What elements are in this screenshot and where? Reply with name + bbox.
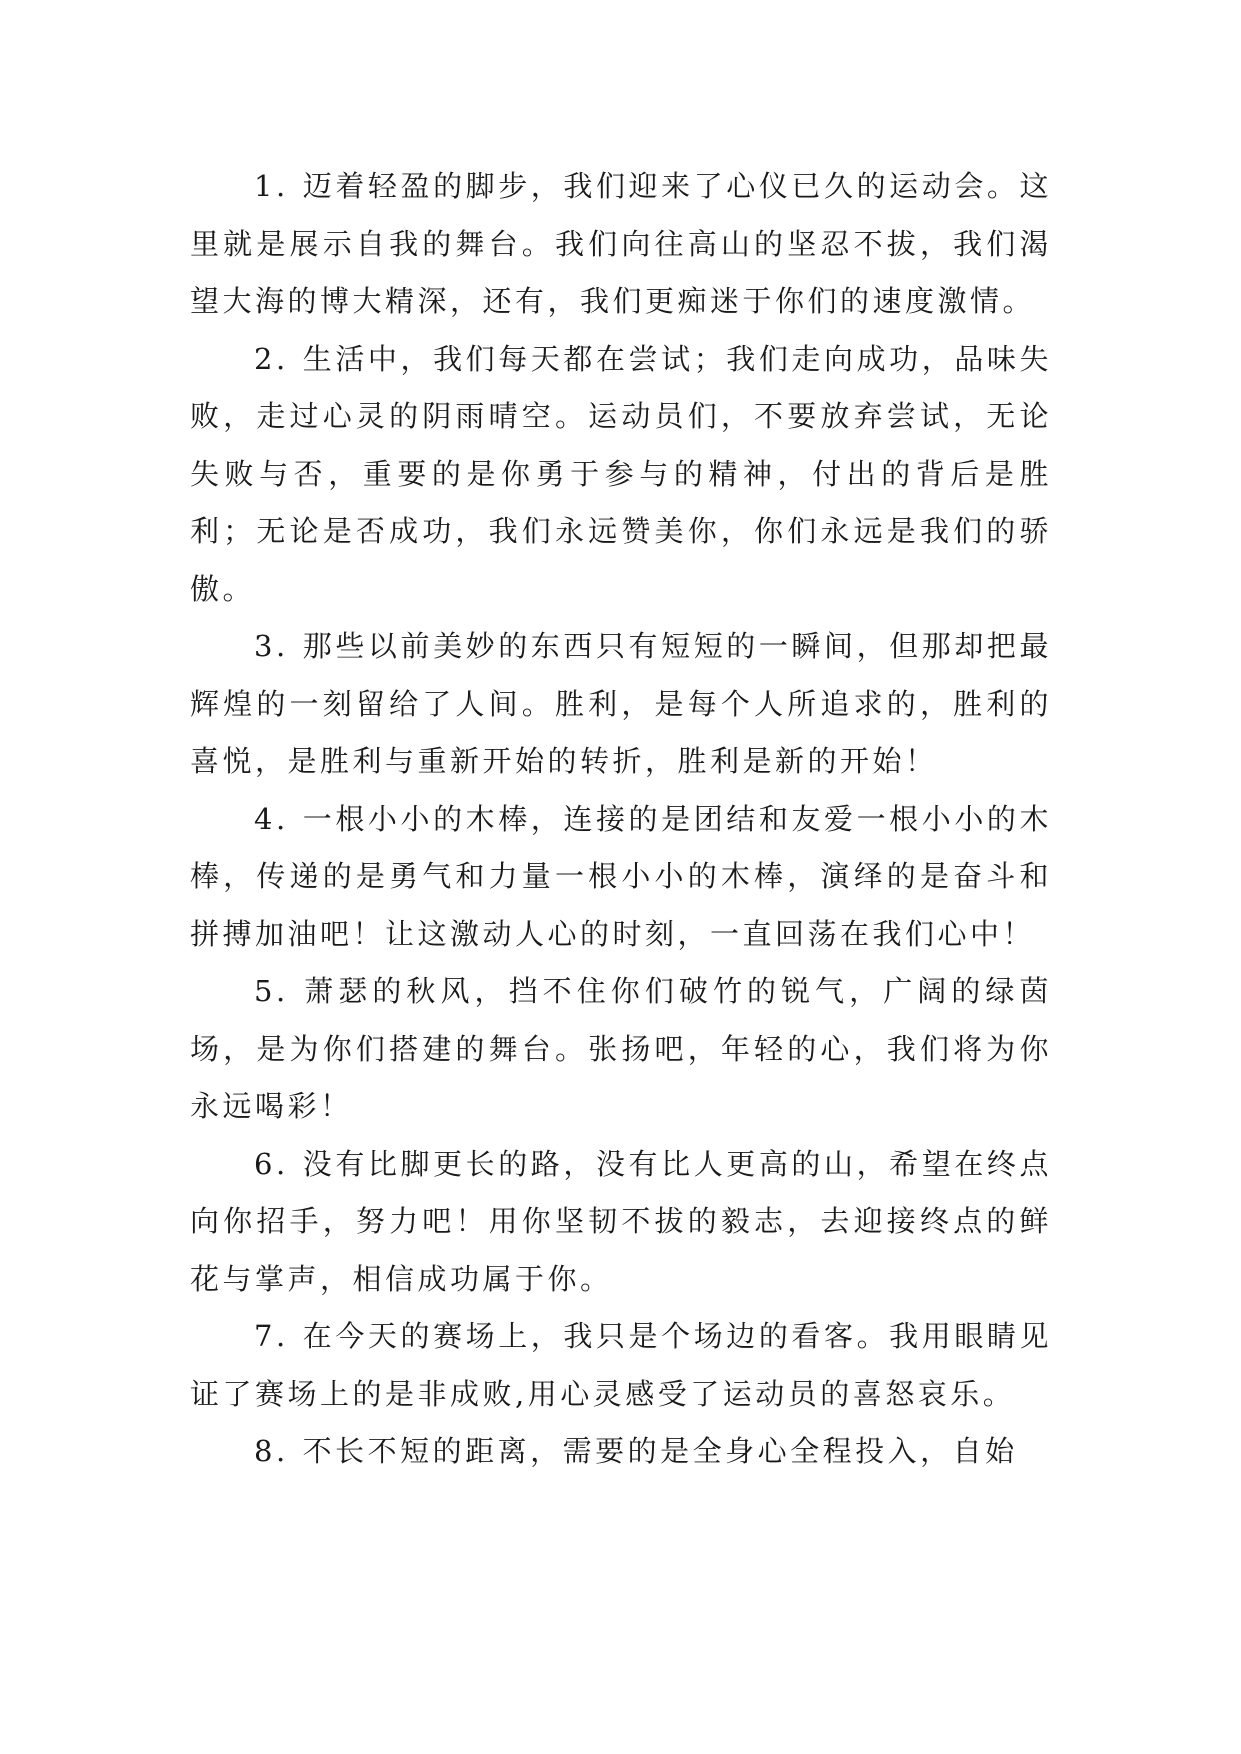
paragraph-2	[190, 331, 1052, 619]
document-body	[190, 158, 1052, 1481]
paragraph-number: 7.	[254, 1319, 289, 1353]
paragraph-text: 在今天的赛场上，我只是个场边的看客。我用眼睛见证了赛场上的是非成败,用心灵感受了运动员的喜怒哀乐。	[190, 1319, 1052, 1411]
paragraph-text: 一根小小的木棒，连接的是团结和友爱一根小小的木棒，传递的是勇气和力量一根小小的木棒，演绎的是奋斗和拼搏加油吧！让这激动人心的时刻，一直回荡在我们心中！	[190, 801, 1052, 951]
paragraph-text: 那些以前美妙的东西只有短短的一瞬间，但那却把最辉煌的一刻留给了人间。胜利，是每个人所追求的，胜利的喜悦，是胜利与重新开始的转折，胜利是新的开始！	[190, 629, 1052, 778]
paragraph-4	[190, 791, 1052, 964]
paragraph-text: 生活中，我们每天都在尝试；我们走向成功，品味失败，走过心灵的阴雨晴空。运动员们，不要放弃尝试，无论失败与否，重要的是你勇于参与的精神，付出的背后是胜利；无论是否成功，我们永远赞美你，你们永远是我们的骄傲。	[190, 341, 1052, 606]
paragraph-6	[190, 1136, 1052, 1309]
paragraph-3	[190, 618, 1052, 791]
paragraph-1	[190, 158, 1052, 331]
paragraph-number: 2.	[254, 341, 289, 376]
paragraph-text: 萧瑟的秋风，挡不住你们破竹的锐气，广阔的绿茵场，是为你们搭建的舞台。张扬吧，年轻的心，我们将为你永远喝彩！	[190, 974, 1052, 1123]
paragraph-number: 1.	[254, 169, 289, 203]
paragraph-text: 没有比脚更长的路，没有比人更高的山，希望在终点向你招手，努力吧！用你坚韧不拔的毅志，去迎接终点的鲜花与掌声，相信成功属于你。	[190, 1146, 1052, 1296]
paragraph-number: 5.	[254, 974, 289, 1008]
paragraph-text: 迈着轻盈的脚步，我们迎来了心仪已久的运动会。这里就是展示自我的舞台。我们向往高山的坚忍不拔，我们渴望大海的博大精深，还有，我们更痴迷于你们的速度激情。	[190, 169, 1052, 318]
paragraph-number: 6.	[254, 1146, 289, 1181]
paragraph-5	[190, 963, 1052, 1136]
paragraph-number: 8.	[254, 1434, 289, 1468]
paragraph-number: 3.	[254, 629, 289, 663]
paragraph-8	[190, 1423, 1052, 1481]
paragraph-7	[190, 1308, 1052, 1423]
paragraph-number: 4.	[254, 801, 289, 836]
paragraph-text: 不长不短的距离，需要的是全身心全程投入，自始	[302, 1434, 1018, 1468]
